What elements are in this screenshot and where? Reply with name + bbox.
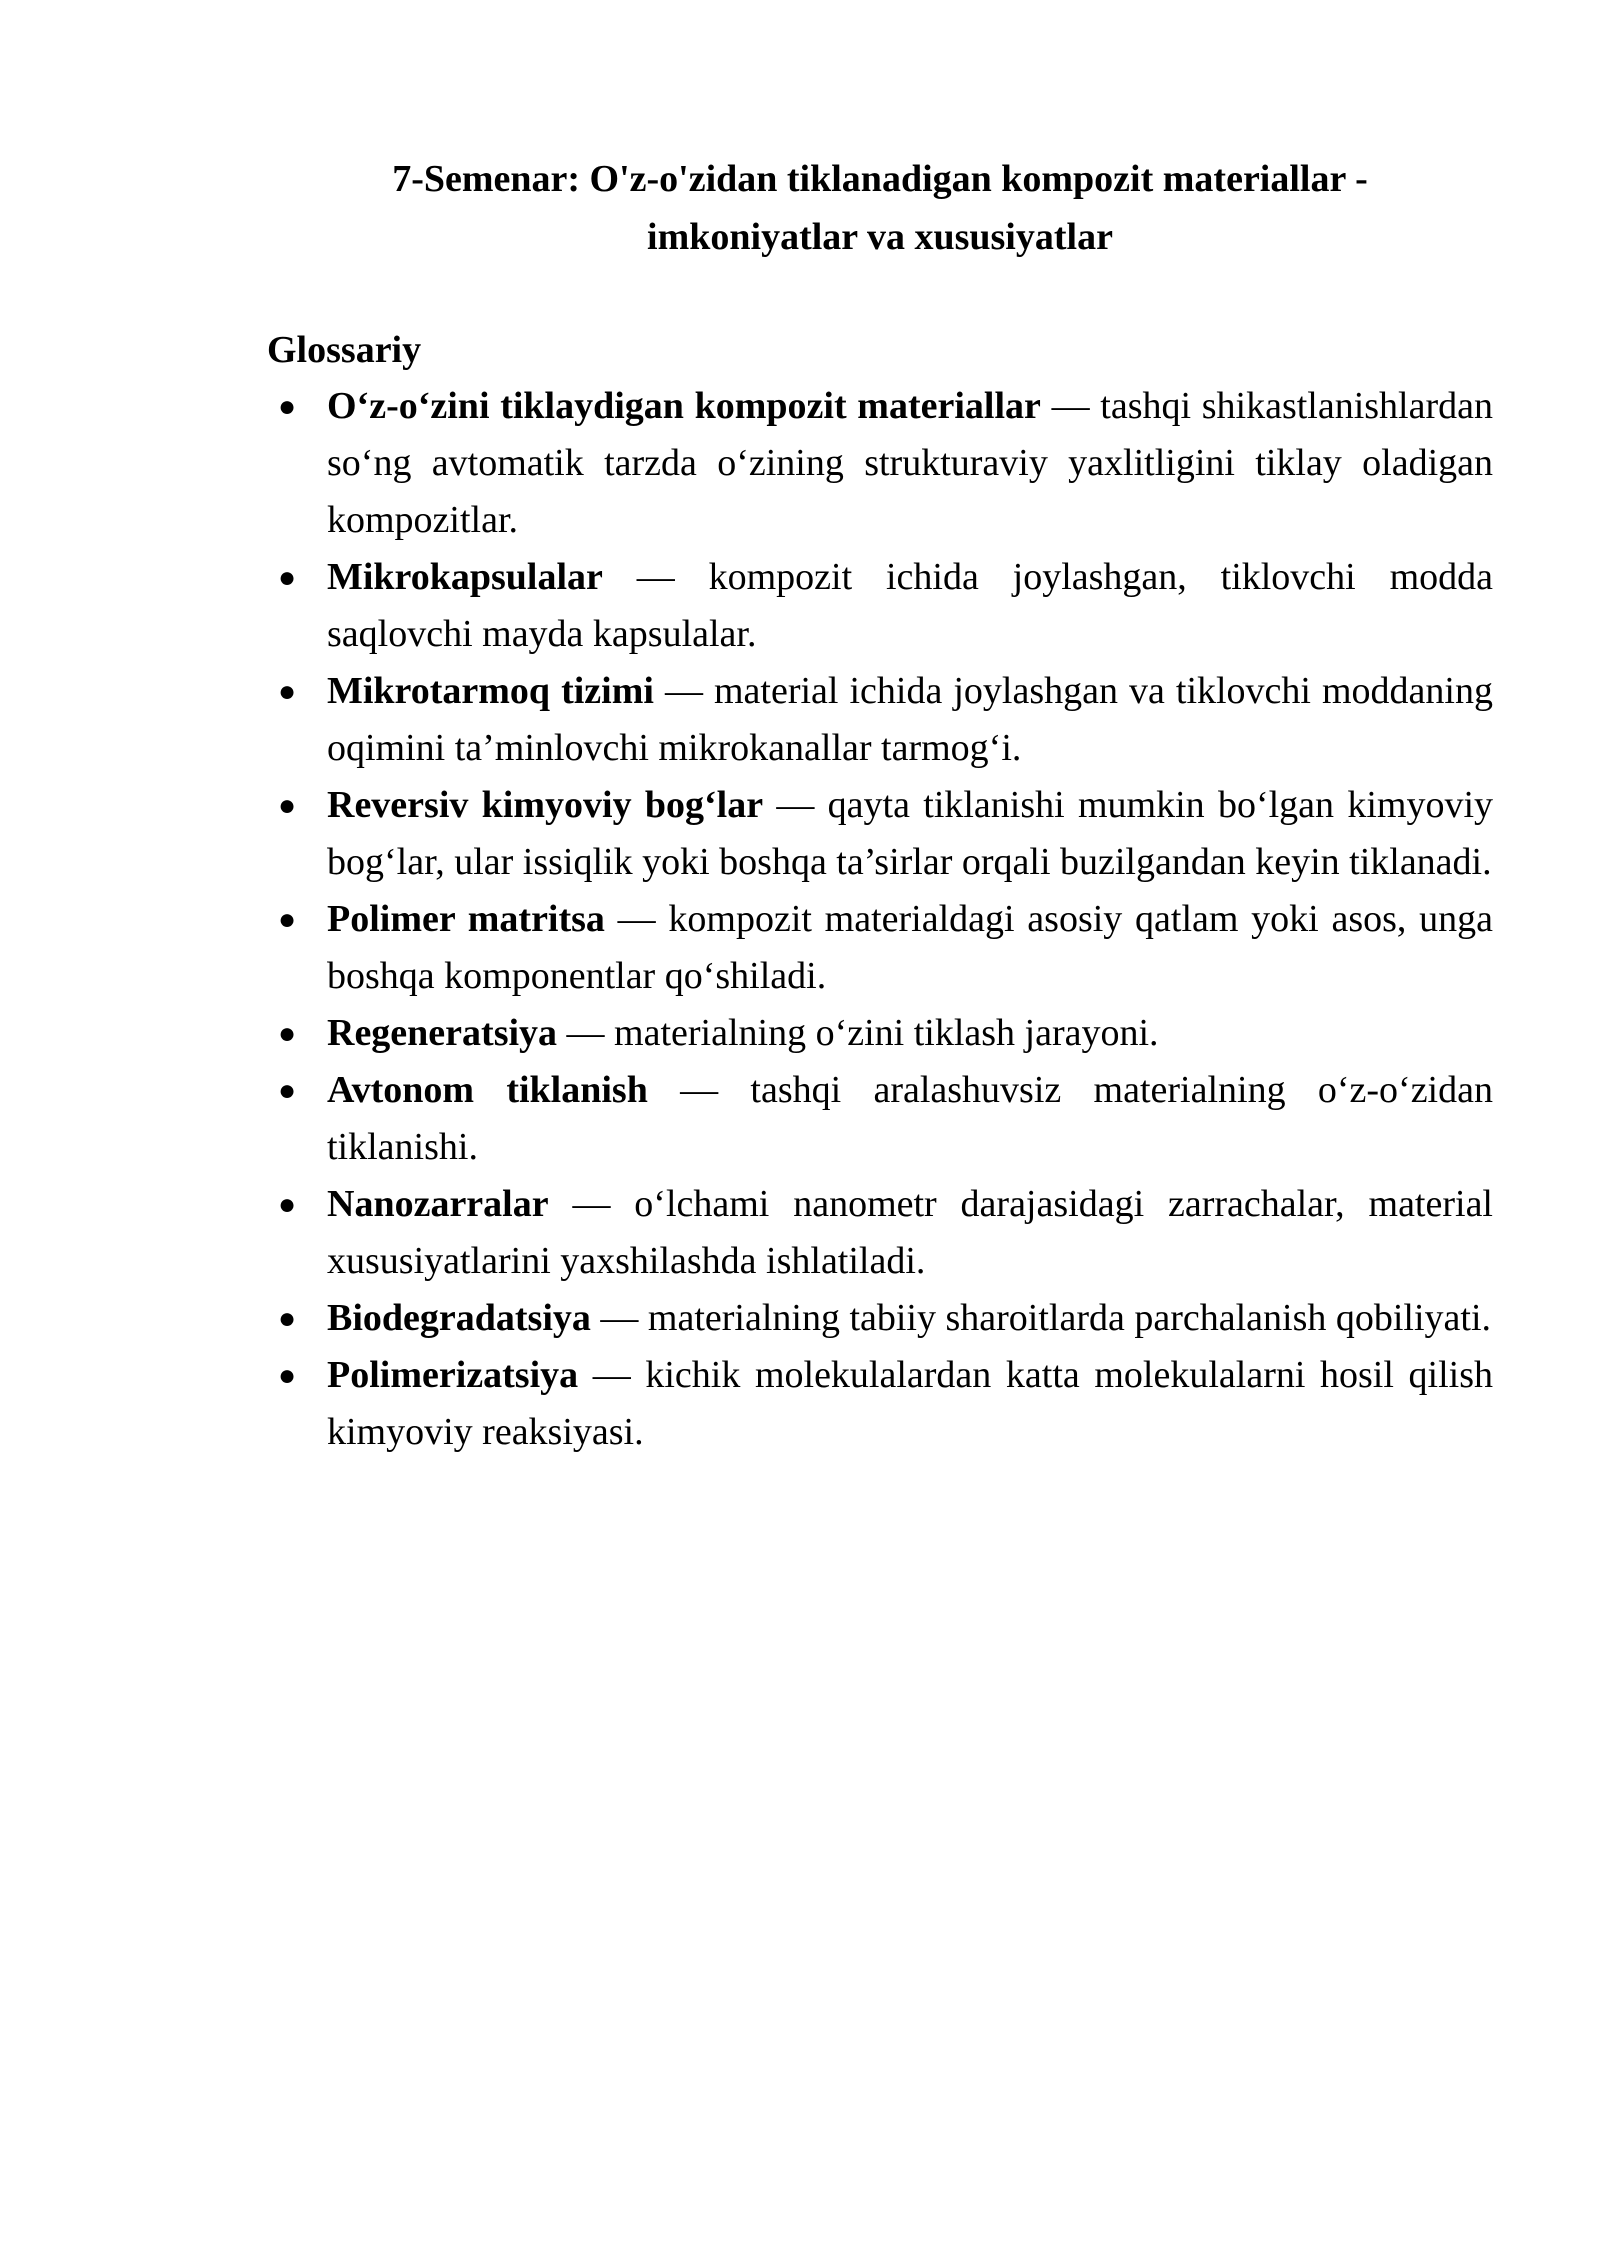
glossary-term: Nanozarralar: [327, 1183, 549, 1225]
glossary-heading: Glossariy: [267, 329, 422, 371]
glossary-list: [268, 378, 1493, 1461]
glossary-item: [268, 777, 1493, 891]
glossary-definition: — materialning tabiiy sharoitlarda parchalanish qobiliyati.: [590, 1297, 1492, 1339]
bullet-icon: ●: [278, 675, 297, 708]
glossary-definition: — materialning o‘zini tiklash jarayoni.: [557, 1012, 1159, 1054]
page-title: 7-Semenar: O'z-o'zidan tiklanadigan kompozit materiallar - imkoniyatlar va xususiyatlar: [392, 158, 1368, 258]
glossary-item: [268, 1062, 1493, 1176]
bullet-icon: ●: [278, 561, 297, 594]
glossary-definition: — tashqi shikastlanishlardan so‘ng avtomatik tarzda o‘zining strukturaviy yaxlitligini tiklay oladigan kompozitlar.: [327, 385, 1494, 541]
bullet-icon: ●: [278, 390, 297, 423]
glossary-term: Biodegradatsiya: [327, 1297, 591, 1339]
bullet-icon: ●: [278, 1074, 297, 1107]
glossary-definition: — qayta tiklanishi mumkin bo‘lgan kimyoviy bog‘lar, ular issiqlik yoki boshqa ta’sirlar orqali buzilgandan keyin tiklanadi.: [327, 784, 1493, 883]
glossary-term: Polimer matritsa: [327, 898, 605, 940]
glossary-term: Mikrotarmoq tizimi: [327, 670, 654, 712]
glossary-item: [268, 1347, 1493, 1461]
bullet-icon: ●: [278, 1302, 297, 1335]
bullet-icon: ●: [278, 1017, 297, 1050]
glossary-term: Mikrokapsulalar: [327, 556, 603, 598]
glossary-definition: — kompozit ichida joylashgan, tiklovchi modda saqlovchi mayda kapsulalar.: [327, 556, 1493, 655]
glossary-definition: — tashqi aralashuvsiz materialning o‘z-o‘zidan tiklanishi.: [327, 1069, 1493, 1168]
glossary-term: Avtonom tiklanish: [327, 1069, 648, 1111]
glossary-item: [268, 1290, 1493, 1347]
glossary-term: O‘z-o‘zini tiklaydigan kompozit materiallar: [327, 385, 1041, 427]
glossary-definition: — kichik molekulalardan katta molekulalarni hosil qilish kimyoviy reaksiyasi.: [327, 1354, 1493, 1453]
bullet-icon: ●: [278, 903, 297, 936]
glossary-term: Regeneratsiya: [327, 1012, 558, 1054]
glossary-item: [268, 1176, 1493, 1290]
glossary-definition: — material ichida joylashgan va tiklovchi moddaning oqimini ta’minlovchi mikrokanallar tarmog‘i.: [327, 670, 1493, 769]
glossary-item: [268, 891, 1493, 1005]
bullet-icon: ●: [278, 789, 297, 822]
bullet-icon: ●: [278, 1359, 297, 1392]
glossary-term: Reversiv kimyoviy bog‘lar: [327, 784, 764, 826]
glossary-item: [268, 663, 1493, 777]
glossary-definition: — o‘lchami nanometr darajasidagi zarrachalar, material xususiyatlarini yaxshilashda ishlatiladi.: [327, 1183, 1493, 1282]
glossary-term: Polimerizatsiya: [327, 1354, 579, 1396]
bullet-icon: ●: [278, 1188, 297, 1221]
glossary-definition: — kompozit materialdagi asosiy qatlam yoki asos, unga boshqa komponentlar qo‘shiladi.: [327, 898, 1494, 997]
glossary-item: [268, 1005, 1493, 1062]
glossary-item: [268, 549, 1493, 663]
glossary-item: [268, 378, 1493, 549]
